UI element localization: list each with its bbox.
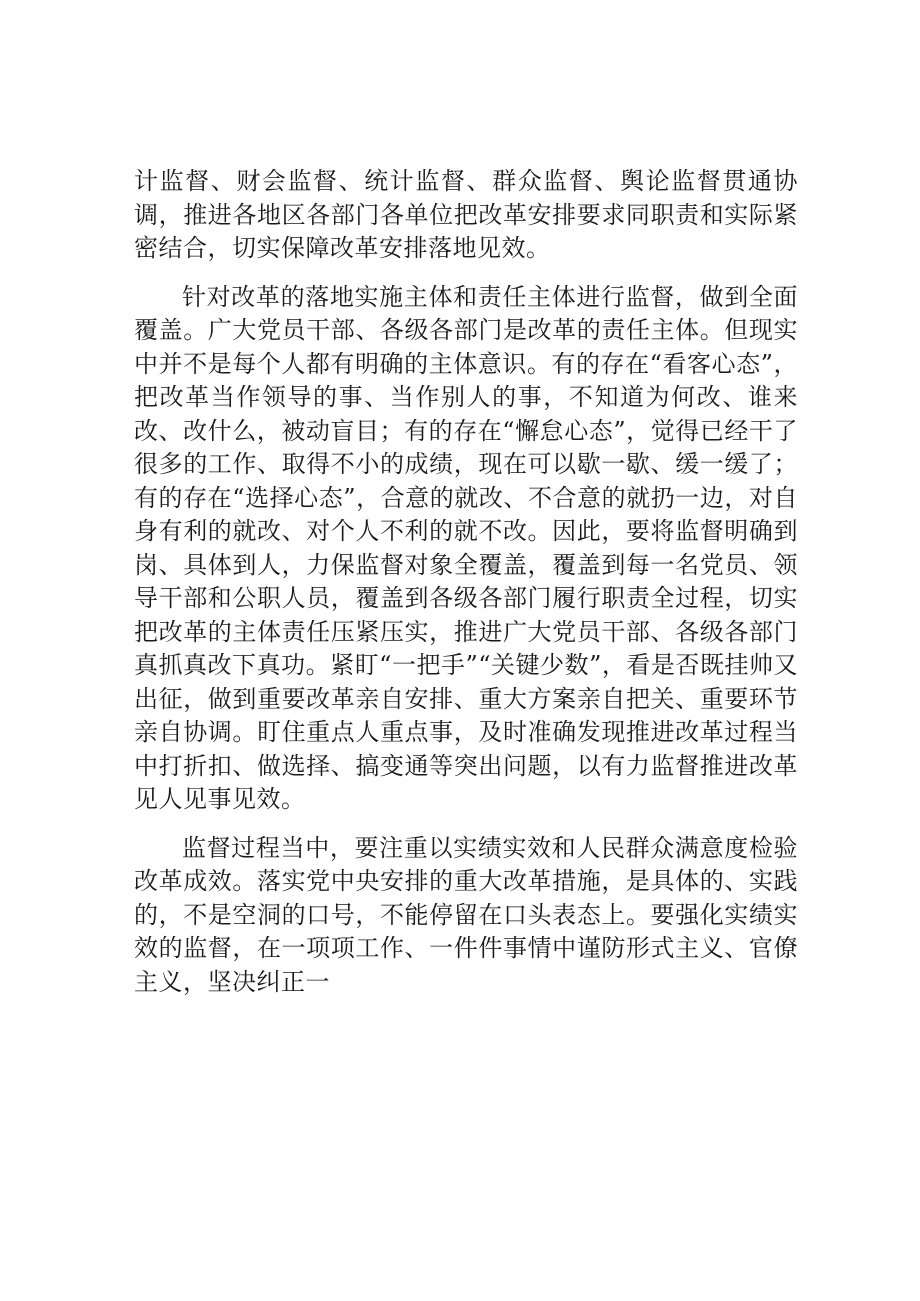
paragraph-continued: 计监督、财会监督、统计监督、群众监督、舆论监督贯通协调，推进各地区各部门各单位把改革安排要求同职责和实际紧密结合，切实保障改革安排落地见效。 xyxy=(134,167,798,262)
paragraph-effectiveness: 监督过程当中，要注重以实绩实效和人民群众满意度检验改革成效。落实党中央安排的重大改革措施，是具体的、实践的，不是空洞的口号，不能停留在口头表态上。要强化实绩实效的监督，在一项项工作、一件件事情中谨防形式主义、官僚主义，坚决纠正一 xyxy=(134,833,798,996)
paragraph-accountability: 针对改革的落地实施主体和责任主体进行监督，做到全面覆盖。广大党员干部、各级各部门是改革的责任主体。但现实中并不是每个人都有明确的主体意识。有的存在“看客心态”，把改革当作领导的事、当作别人的事，不知道为何改、谁来改、改什么，被动盲目；有的存在“懈怠心态”，觉得已经干了很多的工作、取得不小的成绩，现在可以歇一歇、缓一缓了；有的存在“选择心态”，合意的就改、不合意的就扔一边，对自身有利的就改、对个人不利的就不改。因此，要将监督明确到岗、具体到人，力保监督对象全覆盖，覆盖到每一名党员、领导干部和公职人员，覆盖到各级各部门履行职责全过程，切实把改革的主体责任压紧压实，推进广大党员干部、各级各部门真抓真改下真功。紧盯“一把手”“关键少数”，看是否既挂帅又出征，做到重要改革亲自安排、重大方案亲自把关、重要环节亲自协调。盯住重点人重点事，及时准确发现推进改革过程当中打折扣、做选择、搞变通等突出问题，以有力监督推进改革见人见事见效。 xyxy=(134,282,798,813)
document-body xyxy=(134,165,798,1014)
